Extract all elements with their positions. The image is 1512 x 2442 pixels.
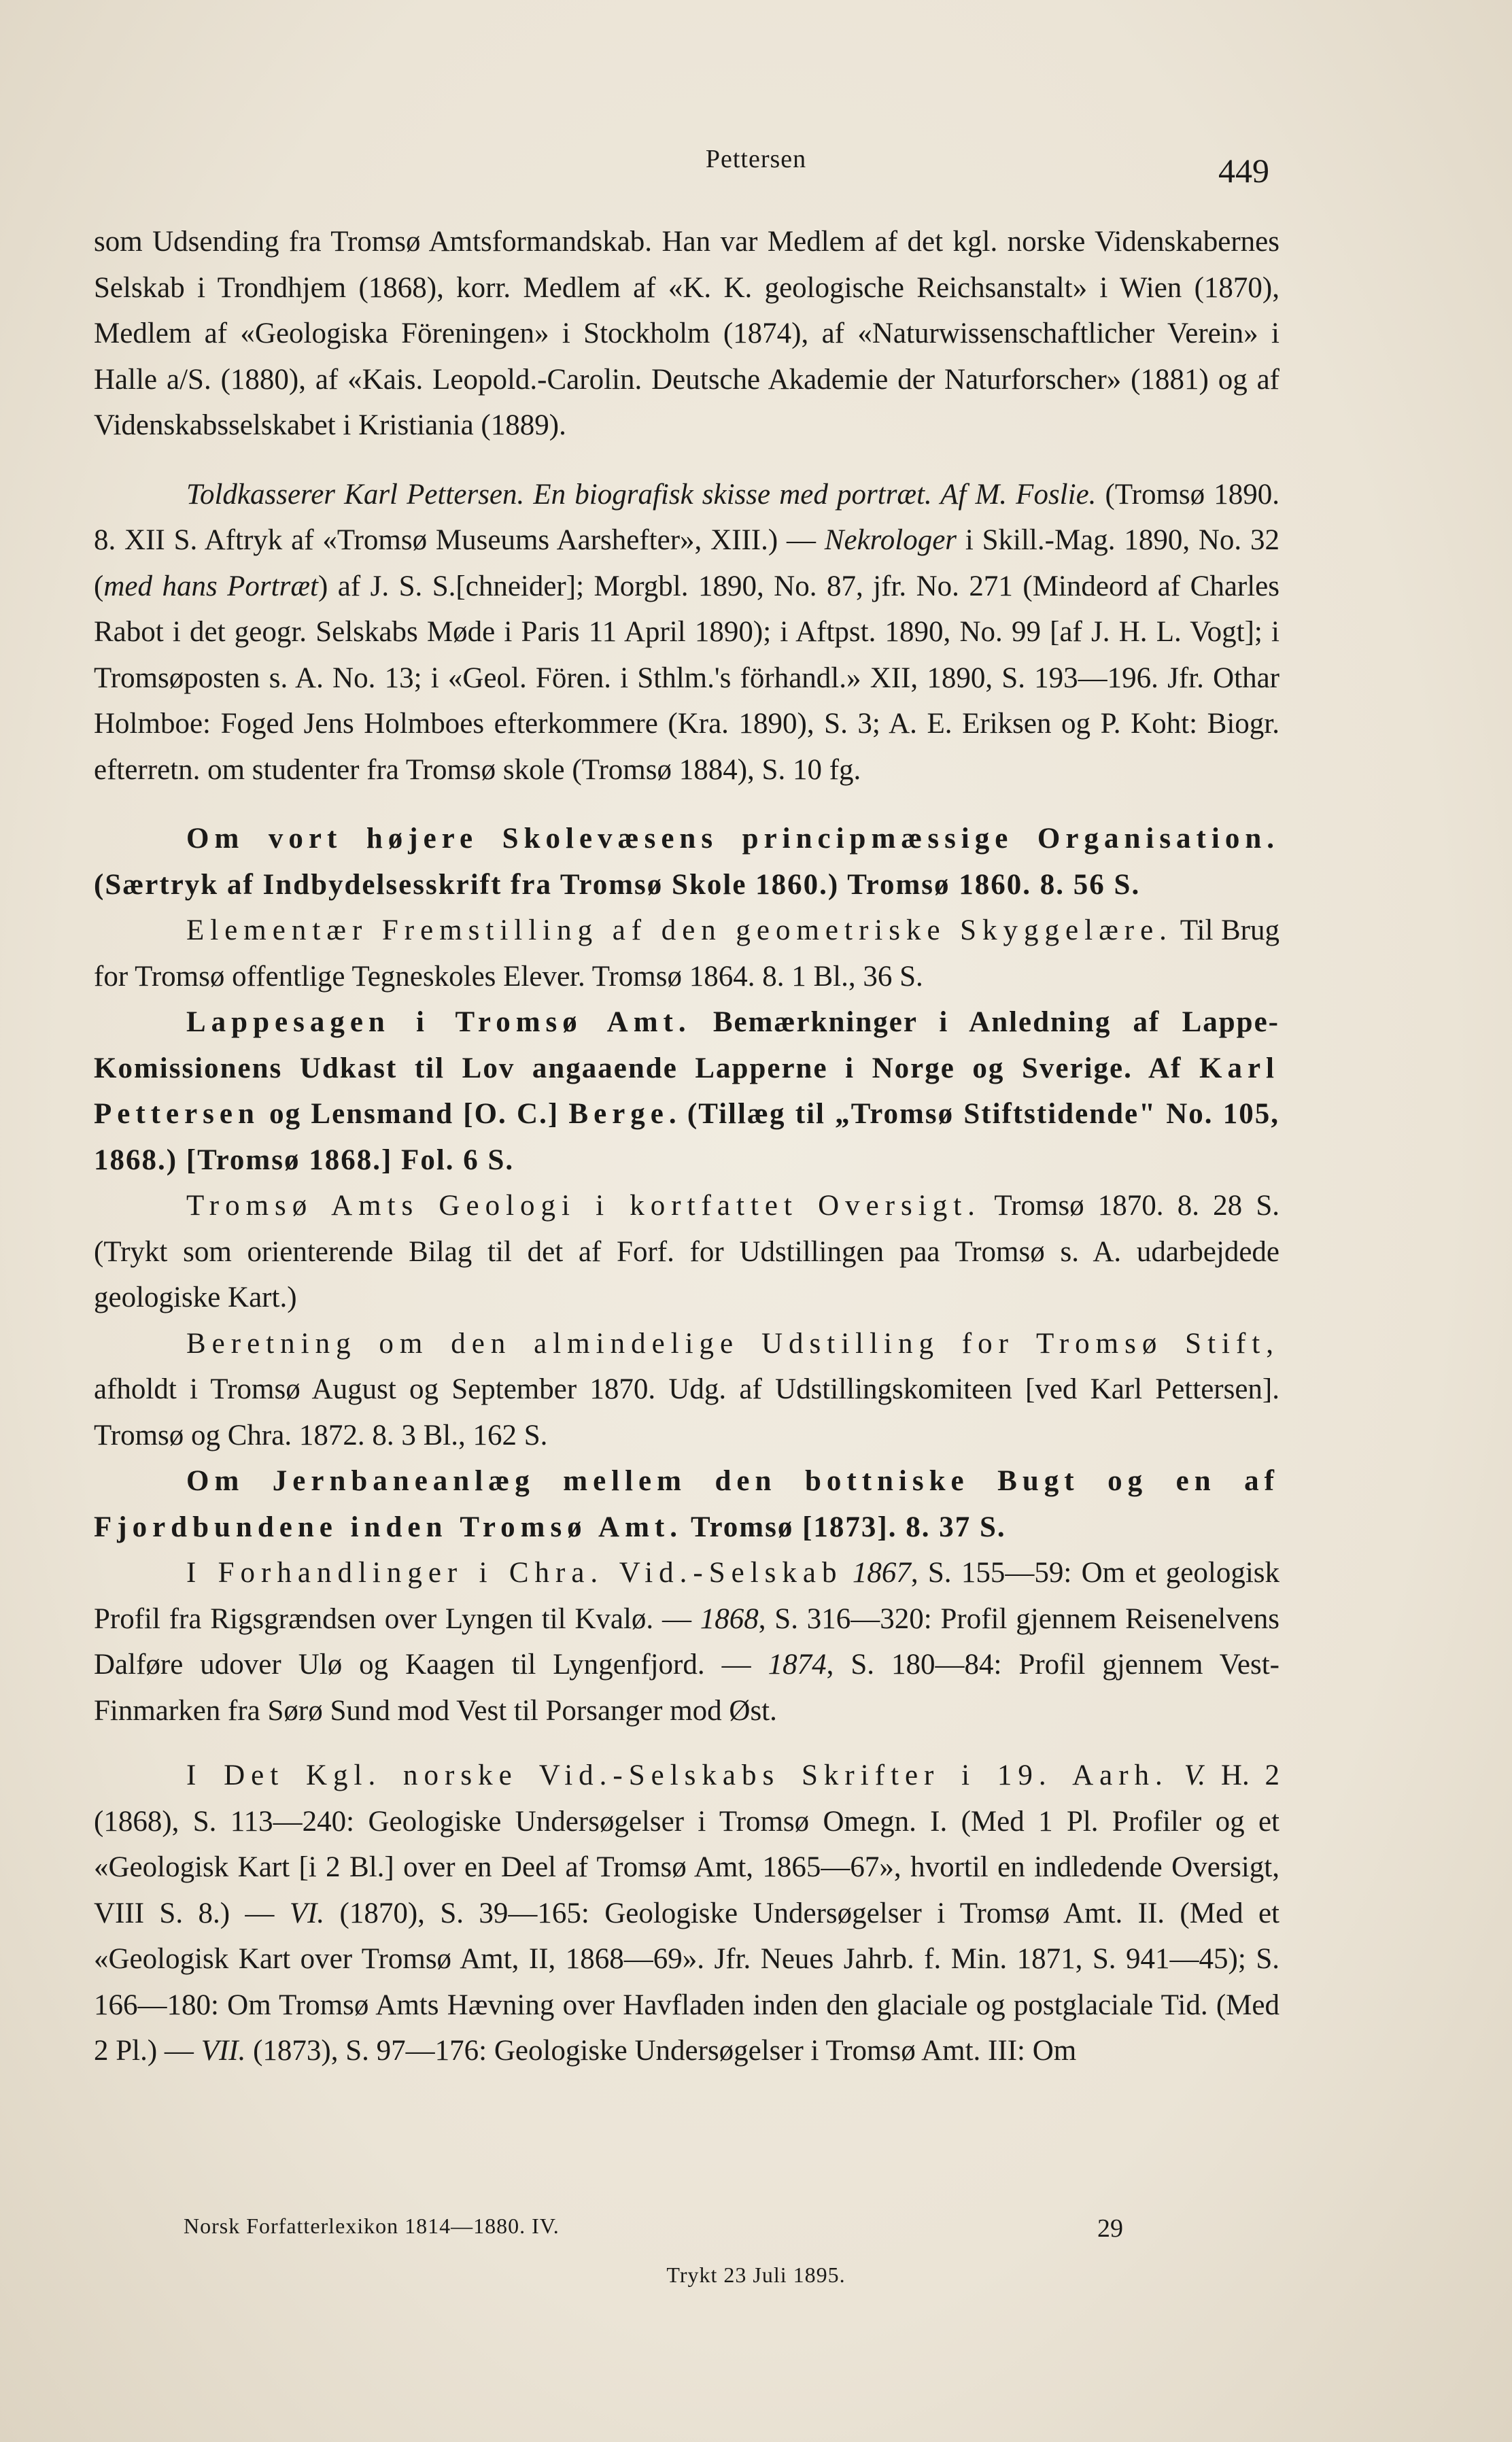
source-title: Toldkasserer Karl Pettersen. En biografisk skisse med portræt. Af M. Foslie. <box>186 478 1097 511</box>
bibliography-entry: I Forhandlinger i Chra. Vid.-Selskab 1867, S. 155—59: Om et geologisk Profil fra Rigsgrændsen over Lyngen til Kvalø. — 1868, S. 316—320: Profil gjennem Reisenelvens Dalføre udover Ulø og Kaagen til Lyngenfjord. — 1874, S. 180—84: Profil gjennem Vest-Finmarken fra Sørø Sund mod Vest til Porsanger mod Øst. <box>94 1557 1280 1727</box>
entry-title: Elementær Fremstilling af den geometriske Skyggelære. <box>186 914 1173 946</box>
bibliography-entry: Om vort højere Skolevæsens principmæssige Organisation. (Særtryk af Indbydelsesskrift fra Tromsø Skole 1860.) Tromsø 1860. 8. 56 S. <box>94 823 1279 901</box>
page-number: 449 <box>1218 152 1269 190</box>
footer-series-title: Norsk Forfatterlexikon 1814—1880. IV. <box>184 2214 560 2238</box>
footer-print-date: Trykt 23 Juli 1895. <box>666 2263 846 2287</box>
bibliography-entry: Om Jernbaneanlæg mellem den bottniske Bugt og en af Fjordbundene inden Tromsø Amt. Tromsø [1873]. 8. 37 S. <box>94 1465 1279 1543</box>
main-text <box>94 219 1279 2074</box>
bibliography-entry: Tromsø Amts Geologi i kortfattet Oversigt. Tromsø 1870. 8. 28 S. (Trykt som orienterende Bilag til det af Forf. for Udstillingen paa Tromsø s. A. udarbejdede geologiske Kart.) <box>94 1190 1279 1313</box>
bibliography-entry: Lappesagen i Tromsø Amt. Bemærkninger i Anledning af Lappe-Komissionens Udkast til Lov angaaende Lapperne i Norge og Sverige. Af Karl Pettersen og Lensmand [O. C.] Berge. (Tillæg til „Tromsø Stiftstidende" No. 105, 1868.) [Tromsø 1868.] Fol. 6 S. <box>94 1006 1280 1176</box>
bibliography-entry: Beretning om den almindelige Udstilling for Tromsø Stift, afholdt i Tromsø August og September 1870. Udg. af Udstillingskomiteen [ved Karl Pettersen]. Tromsø og Chra. 1872. 8. 3 Bl., 162 S. <box>94 1327 1279 1451</box>
sources-paragraph: Toldkasserer Karl Pettersen. En biografisk skisse med portræt. Af M. Foslie. (Tromsø 1890. 8. XII S. Aftryk af «Tromsø Museums Aarshefter», XIII.) — Nekrologer i Skill.-Mag. 1890, No. 32 (med hans Portræt) af J. S. S.[chneider]; Morgbl. 1890, No. 87, jfr. No. 271 (Mindeord af Charles Rabot i det geogr. Selskabs Møde i Paris 11 April 1890); i Aftpst. 1890, No. 99 [af J. H. L. Vogt]; i Tromsøposten s. A. No. 13; i «Geol. Fören. i Sthlm.'s förhandl.» XII, 1890, S. 193—196. Jfr. Othar Holmboe: Foged Jens Holmboes efterkommere (Kra. 1890), S. 3; A. E. Eriksen og P. Koht: Biogr. efterretn. om studenter fra Tromsø skole (Tromsø 1884), S. 10 fg. <box>94 478 1279 786</box>
running-head: Pettersen <box>705 145 807 173</box>
bibliography-entry: I Det Kgl. norske Vid.-Selskabs Skrifter i 19. Aarh. V. H. 2 (1868), S. 113—240: Geologiske Undersøgelser i Tromsø Omegn. I. (Med 1 Pl. Profiler og et «Geologisk Kart [i 2 Bl.] over en Deel af Tromsø Amt, 1865—67», hvortil en indledende Oversigt, VIII S. 8.) — VI. (1870), S. 39—165: Geologiske Undersøgelser i Tromsø Amt. II. (Med et «Geologisk Kart over Tromsø Amt, II, 1868—69». Jfr. Neues Jahrb. f. Min. 1871, S. 941—45); S. 166—180: Om Tromsø Amts Hævning over Havfladen inden den glaciale og postglaciale Tid. (Med 2 Pl.) — VII. (1873), S. 97—176: Geologiske Undersøgelser i Tromsø Amt. III: Om <box>94 1759 1279 2067</box>
biography-paragraph: som Udsending fra Tromsø Amtsformandskab. Han var Medlem af det kgl. norske Videnskabernes Selskab i Trondhjem (1868), korr. Medlem af «K. K. geologische Reichsanstalt» i Wien (1870), Medlem af «Geologiska Föreningen» i Stockholm (1874), af «Naturwissenschaftlicher Verein» i Halle a/S. (1880), af «Kais. Leopold.-Carolin. Deutsche Akademie der Naturforscher» (1881) og af Videnskabsselskabet i Kristiania (1889). <box>94 226 1279 441</box>
bibliography-entry: Elementær Fremstilling af den geometriske Skyggelære. Til Brug for Tromsø offentlige Tegneskoles Elever. Tromsø 1864. 8. 1 Bl., 36 S. <box>94 914 1280 993</box>
entry-title: Tromsø Amts Geologi i kortfattet Oversigt. <box>186 1190 981 1222</box>
entry-title: Om vort højere Skolevæsens principmæssige Organisation. <box>186 823 1279 855</box>
entry-title: Om Jernbaneanlæg mellem den bottniske Bugt og en af Fjordbundene inden Tromsø Amt. <box>94 1465 1279 1543</box>
entry-title: Beretning om den almindelige Udstilling for Tromsø Stift, <box>186 1327 1279 1360</box>
entry-title: Lappesagen i Tromsø Amt. <box>186 1006 691 1038</box>
footer-signature-mark: 29 <box>1097 2214 1123 2243</box>
